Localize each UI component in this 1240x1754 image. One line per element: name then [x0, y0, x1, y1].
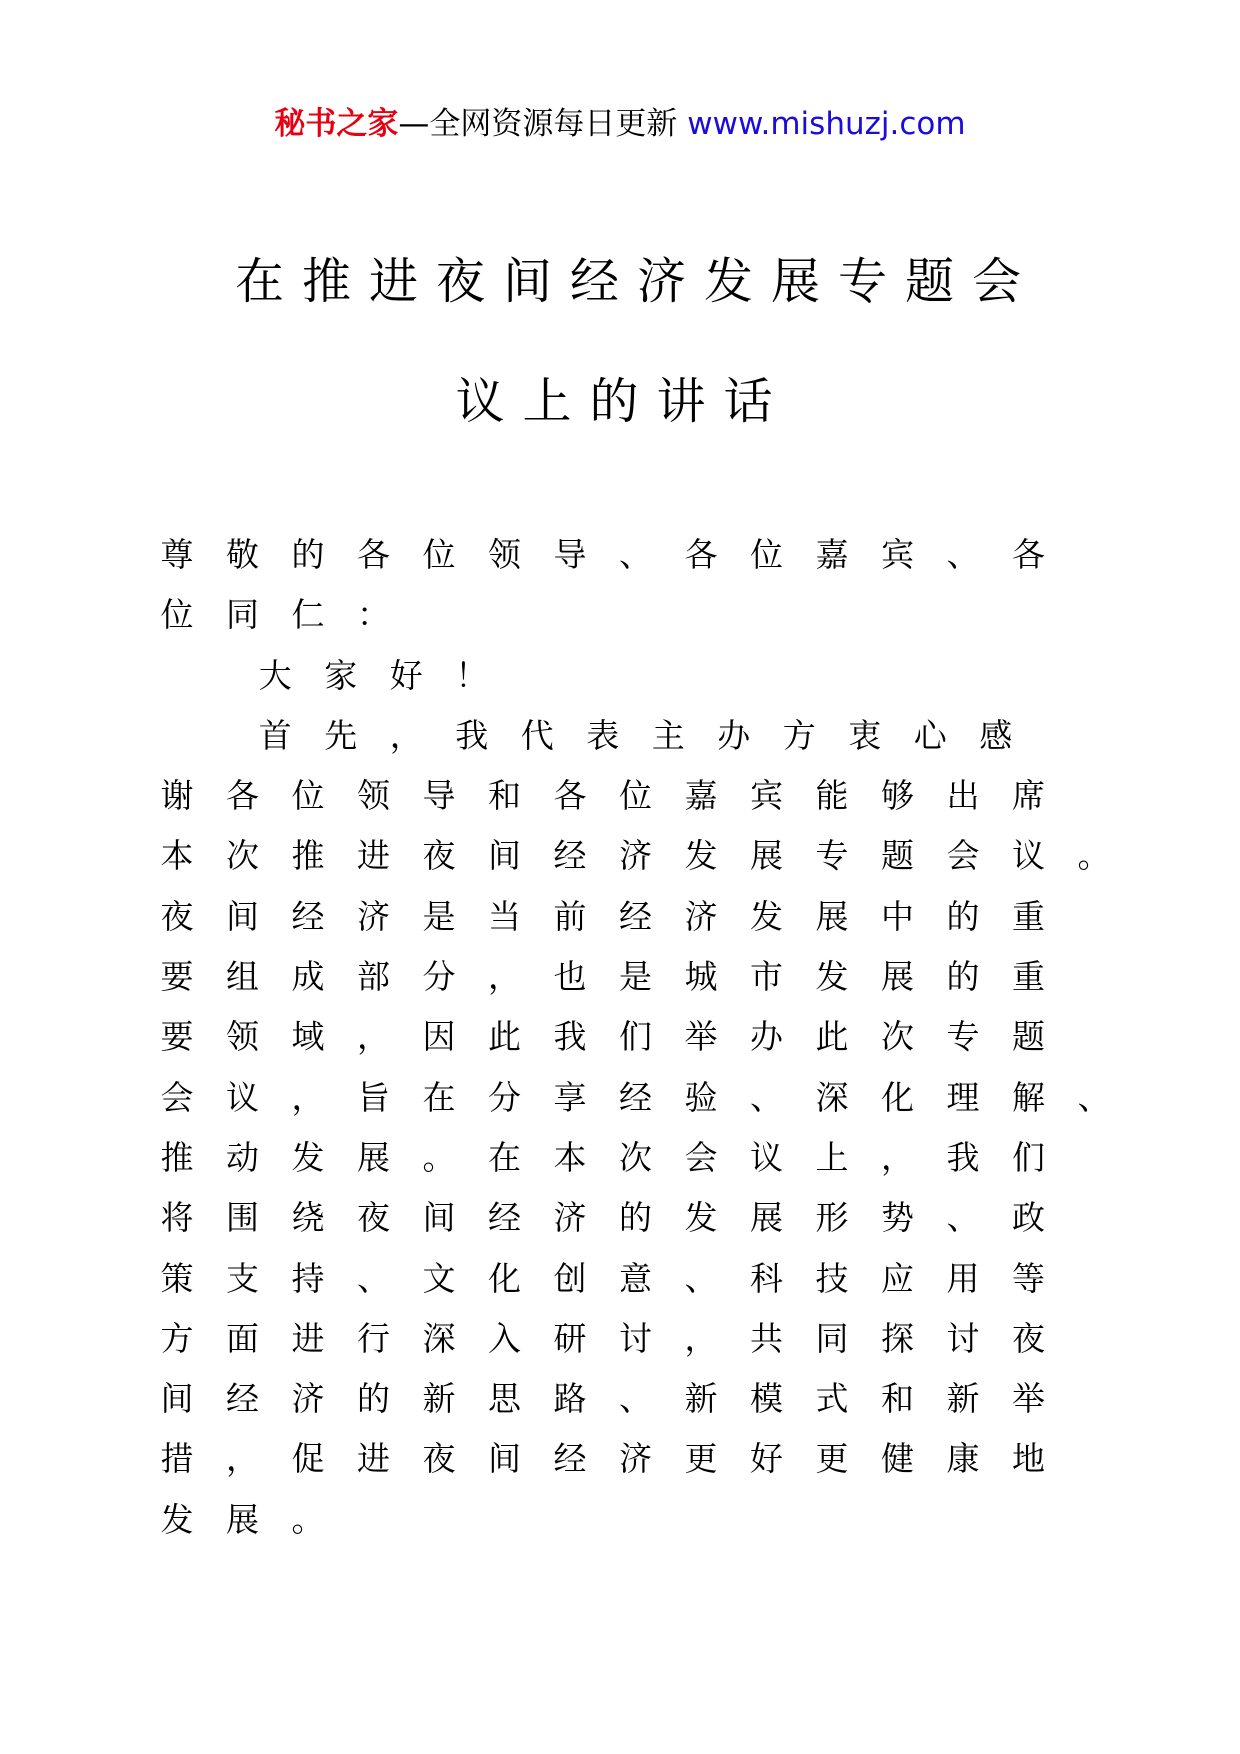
body-line: 首 先 ， 我 代 表 主 办 方 衷 心 感 — [258, 715, 1013, 755]
body-line: 方 面 进 行 深 入 研 讨 ， 共 同 探 讨 夜 — [160, 1318, 1045, 1358]
body-line: 措 ， 促 进 夜 间 经 济 更 好 更 健 康 地 — [160, 1439, 1045, 1479]
body-line: 夜 间 经 济 是 当 前 经 济 发 展 中 的 重 — [160, 896, 1045, 936]
site-slogan: —全网资源每日更新 — [398, 106, 688, 142]
speech-body — [160, 525, 1165, 1550]
site-brand: 秘书之家 — [274, 106, 399, 142]
body-line: 发 展 。 — [160, 1499, 325, 1539]
body-line: 本 次 推 进 夜 间 经 济 发 展 专 题 会 议 。 — [160, 836, 1111, 876]
body-line: 将 围 绕 夜 间 经 济 的 发 展 形 势 、 政 — [160, 1198, 1045, 1238]
body-line: 策 支 持 、 文 化 创 意 、 科 技 应 用 等 — [160, 1258, 1045, 1298]
body-line: 推 动 发 展 。 在 本 次 会 议 上 ， 我 们 — [160, 1137, 1045, 1177]
document-title-line-2: 议上的讲话 — [455, 373, 791, 430]
body-line: 谢 各 位 领 导 和 各 位 嘉 宾 能 够 出 席 — [160, 776, 1045, 816]
body-line: 间 经 济 的 新 思 路 、 新 模 式 和 新 举 — [160, 1379, 1045, 1419]
body-line: 会 议 ， 旨 在 分 享 经 验 、 深 化 理 解 、 — [160, 1077, 1111, 1117]
body-line: 要 组 成 部 分 ， 也 是 城 市 发 展 的 重 — [160, 957, 1045, 997]
site-header — [0, 104, 1240, 144]
document-title-line-1: 在推进夜间经济发展专题会 — [234, 253, 1039, 310]
site-url-link[interactable]: www.mishuzj.com — [687, 106, 966, 142]
body-line: 大 家 好 ！ — [258, 655, 489, 695]
body-line: 尊 敬 的 各 位 领 导 、 各 位 嘉 宾 、 各 — [160, 535, 1045, 574]
body-line: 要 领 域 ， 因 此 我 们 举 办 此 次 专 题 — [160, 1017, 1045, 1057]
body-line: 位 同 仁 ： — [160, 595, 390, 635]
